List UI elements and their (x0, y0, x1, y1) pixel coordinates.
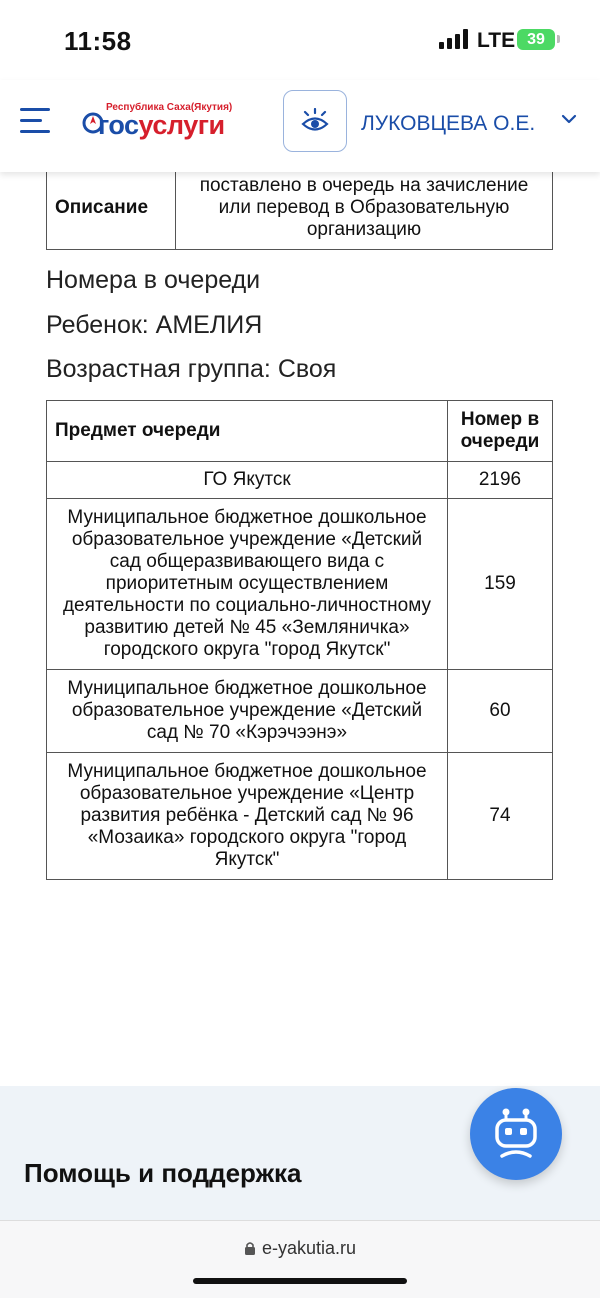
user-name[interactable]: ЛУКОВЦЕВА О.Е. (361, 112, 536, 135)
chat-bot-button[interactable] (470, 1088, 562, 1180)
status-time: 11:58 (64, 26, 132, 56)
logo-subtitle: Республика Саха(Якутия) (106, 102, 233, 113)
column-header-subject: Предмет очереди (47, 401, 448, 462)
queue-subject: Муниципальное бюджетное дошкольное образовательное учреждение «Детский сад общеразвивающего вида с приоритетным осуществлением деятельности по социально-личностному развитию детей № 45 «Земляничка» городского округа "город Якутск" (47, 499, 448, 670)
accessibility-eye-button[interactable] (283, 90, 347, 152)
table-row (47, 670, 553, 753)
child-name: Ребенок: АМЕЛИЯ (46, 311, 263, 339)
status-bar (0, 0, 600, 80)
queue-number: 2196 (448, 462, 553, 499)
description-value: поставлено в очередь на зачисление или перевод в Образовательную организацию (176, 167, 553, 250)
app-header (0, 80, 600, 172)
home-indicator[interactable] (193, 1278, 407, 1284)
table-row (47, 462, 553, 499)
queue-subject: ГО Якутск (47, 462, 448, 499)
table-header-row (47, 401, 553, 462)
table-row (47, 167, 553, 250)
hamburger-menu-icon[interactable] (20, 106, 54, 136)
chevron-down-icon[interactable] (560, 110, 578, 128)
description-label: Описание (47, 167, 176, 250)
table-row (47, 753, 553, 880)
logo-wordmark: госуслуги (98, 110, 225, 140)
signal-icon (439, 29, 469, 49)
queue-number: 159 (448, 499, 553, 670)
age-group: Возрастная группа: Своя (46, 355, 337, 383)
gosuslugi-logo[interactable] (82, 102, 262, 152)
eye-icon (301, 108, 329, 134)
lock-icon (244, 1241, 256, 1255)
queue-subject: Муниципальное бюджетное дошкольное образовательное учреждение «Центр развития ребёнка - Детский сад № 96 «Мозаика» городского округа "город Якутск" (47, 753, 448, 880)
help-title: Помощь и поддержка (24, 1158, 302, 1188)
queue-number: 60 (448, 670, 553, 753)
battery-icon: 39 (517, 29, 555, 50)
url-field[interactable] (0, 1238, 600, 1259)
column-header-number: Номер в очереди (448, 401, 553, 462)
table-row (47, 499, 553, 670)
url-text: e-yakutia.ru (261, 1238, 357, 1258)
network-type: LTE (477, 29, 516, 52)
queue-title: Номера в очереди (46, 266, 261, 294)
battery-tip (557, 35, 560, 43)
description-table (46, 166, 553, 250)
queue-table (46, 400, 553, 880)
queue-subject: Муниципальное бюджетное дошкольное образовательное учреждение «Детский сад № 70 «Кэрэчээнэ» (47, 670, 448, 753)
robot-icon (492, 1108, 540, 1160)
queue-number: 74 (448, 753, 553, 880)
browser-address-bar (0, 1220, 600, 1298)
